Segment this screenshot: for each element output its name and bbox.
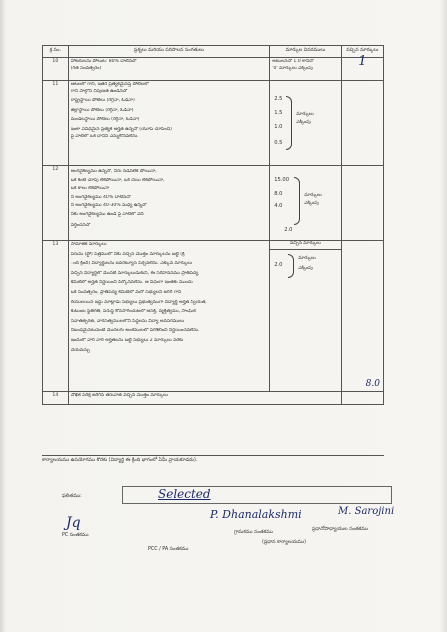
- marks-value: 0.5: [274, 140, 283, 146]
- row-marks: [270, 58, 341, 81]
- marks-value: 1.0: [274, 124, 283, 130]
- description-line: ంది క్రింది) విద్యార్థులను ఐవరట్యూన్ పేర్చవలెను. ఎక్కువ మార్కులు: [70, 261, 193, 267]
- pc-signature-label: PC సంతకము: [62, 533, 89, 538]
- brace-bracket: [286, 96, 292, 150]
- row-number: 11: [43, 81, 69, 166]
- description-line: నీకు అంగవైకల్యము ఉండి పై వాటిలో ఏది: [70, 211, 144, 217]
- row-description: [68, 241, 270, 392]
- row-number: 12: [43, 166, 69, 241]
- description-line: ఒక కంటి చూపు లేకపోయినా, ఒక చేయి లేకపోయినా,: [70, 177, 165, 183]
- row-description: [68, 392, 341, 405]
- row-number: 14: [43, 392, 69, 405]
- row-description: [68, 58, 270, 81]
- header-marks-details: మార్కుల వివరములు: [270, 46, 341, 58]
- description-line: అంగవైకల్యము ఉన్నచో, నీరు నడవలేక పోయినా,: [70, 169, 157, 174]
- row-awarded: [341, 392, 383, 405]
- marks-label: ఎక్కింపు: [304, 201, 319, 206]
- brace-bracket: [288, 254, 294, 278]
- chair-signature-label: ప్రధానోపాధ్యాయుల సంతకము: [312, 527, 369, 532]
- marks-label: ఎక్కింపు: [296, 120, 311, 125]
- marks-label: ఎక్కింపు: [298, 266, 313, 271]
- marks-value: 4.0: [274, 203, 283, 209]
- row-number: 13: [43, 241, 69, 392]
- table-row: [43, 81, 384, 166]
- description-line: సేవాతత్పరత, వారసత్వములలోని పెద్దలను విద్యా అవసరములు: [70, 318, 185, 324]
- description-line: నిబంధమైనటువంటి మొదలగు అంశములలో పరిశీలించి నిర్ణయించవలెను.: [70, 328, 200, 334]
- description-line: పరుమ (ఫ్లో) పత్రములో నీకు వచ్చిన మొత్తం మార్కులను బట్టి (క్రి: [70, 251, 185, 257]
- office-use-note: కార్యాలయము ఉపయోగము కొరకు (విద్యార్థి ఈ క్రింది భాగంలో ఏమీ వ్రాయకూడదు).: [42, 455, 384, 464]
- table-row: [43, 166, 384, 241]
- result-box: [122, 486, 392, 504]
- description-line: వేయవచ్చు: [70, 347, 90, 353]
- result-label: ఫలితము:: [62, 493, 82, 499]
- marks-value: 15.00: [274, 177, 290, 183]
- description-line: వచ్చిన విద్యార్థిలో మొదటి మార్కులుడుకుని, ఈ సరిహవనము ప్రాతిపద్య: [70, 270, 199, 276]
- description-line: (గత సంవత్సరం): [70, 65, 102, 71]
- description-line: గాని పాల్గొని నిపుణత ఉండినచో: [70, 88, 128, 94]
- row-marks: [270, 166, 341, 241]
- marks-value: 2.0: [284, 227, 293, 233]
- description-line: ఆటలలో గాని, ఇతర ప్రత్యేకమైనప్త పోటిలలో: [70, 82, 149, 87]
- description-line: వర్తించనచో: [70, 222, 91, 228]
- row-description: [68, 166, 270, 241]
- member-signature-label: గ్రామకము సంతకము: [234, 530, 273, 535]
- row-marks: [270, 241, 341, 392]
- header-serial-number: క్ర.సం.: [43, 46, 69, 58]
- row-awarded: [341, 166, 383, 241]
- chair-signature-sub: (ప్రధాన కార్యాలయము): [262, 540, 307, 545]
- handwritten-result: Selected: [158, 487, 211, 501]
- description-line: సామాజిక మార్కులు: [70, 242, 107, 247]
- handwritten-signature-left: Jq: [66, 515, 81, 531]
- marks-value: 2.0: [274, 262, 283, 268]
- marks-label: మార్కులు: [296, 112, 314, 117]
- marks-table: [42, 45, 384, 405]
- description-line: కుటుంబ స్థితిగతి, పరుస్థ కొనసాగించుటలో ఆసక్తి, వ్యక్తిత్వము, సాంఘిక: [70, 309, 196, 315]
- row-awarded: [341, 54, 383, 81]
- handwritten-awarded-mark: 8.0: [365, 379, 380, 390]
- header-awarded-marks: వచ్చిన మార్కులు: [341, 46, 383, 58]
- description-line: రేయులయిన ఇద్దు మాట్లాడు సభ్యులు ప్రభుత్వముగా విద్యార్థి అర్హత స్వీయత,: [70, 299, 207, 305]
- marks-value: 1.5: [274, 110, 283, 116]
- header-description: ప్రశ్నలు మరియు పరిపాలన సంగతులు: [68, 46, 270, 58]
- handwritten-signature-member: P. Dhanalakshmi: [210, 508, 302, 521]
- row-awarded: [341, 81, 383, 166]
- table-row: [43, 58, 384, 81]
- description-line: ఇందులో వారి వారి అర్హతలను బట్టి సభ్యులు 2 మార్కులు వరకు: [70, 337, 184, 343]
- table-row: [43, 392, 384, 405]
- marks-line: '0' మార్కులు ఎక్కింపు: [272, 65, 313, 71]
- marks-value: 8.0: [274, 191, 283, 197]
- description-line: రాష్ట్రస్థాయి పోటీలు (రెగ్గినా, ఓడినా): [70, 98, 135, 104]
- description-line: జిల్లాస్థాయి పోటీలు (రెగ్గినా, ఓడినా): [70, 107, 134, 113]
- description-line: కమిటీలో అర్హత నిర్ణయించి పేర్కొనవలెను. ఆ విధంగా ఇంతకు ముందు: [70, 280, 193, 286]
- row-description: [68, 81, 270, 166]
- description-line: హాజరులను పోలుట: 80% దాటినచో: [70, 59, 137, 64]
- marks-line: అటులనచో 1.0 కానిచో: [272, 59, 314, 64]
- marks-value: 2.5: [274, 96, 283, 102]
- description-line: వౌఖిక పరీక్ష జరిగిన తరువాత వచ్చిన మొత్తం మార్కులు: [70, 393, 169, 398]
- handwritten-awarded-mark: 1: [358, 54, 367, 69]
- row-marks: [270, 81, 341, 166]
- description-line: నీ అంగవైకల్యము 40% దాటినచో: [70, 194, 131, 200]
- description-line: మండలస్థాయి పోటీలు (రెగ్గినా, ఓడినా): [70, 117, 140, 123]
- description-line: ఒక సంవత్సరం, ప్రాతిపద్య కమిటీలో మరో సభ్యులని జరిగి గాని: [70, 289, 182, 295]
- marks-sub-header: వచ్చిన మార్కులు: [270, 241, 340, 250]
- description-line: ఇంకా ఏవిధమైన ప్రత్యేక అర్హత ఉన్నచో (యూప్ చూపించి): [70, 126, 172, 132]
- description-line: నీ అంగవైకల్యము 40-30% మధ్య ఉన్నచో: [70, 203, 147, 209]
- table-header-row: [43, 46, 384, 58]
- description-line: ఒక కాలు లేకపోయినా: [70, 186, 110, 192]
- marks-label: మార్కులు: [304, 193, 322, 198]
- row-awarded: [341, 241, 383, 392]
- brace-bracket: [294, 177, 300, 225]
- handwritten-signature-chair: M. Sarojini: [338, 506, 395, 517]
- table-row: [43, 241, 384, 392]
- description-line: పై వాటిలో ఒక దానిని ఎన్నుకొనవలెను.: [70, 133, 139, 139]
- row-number: 10: [43, 58, 69, 81]
- pcc-pa-signature-label: PCC / PA సంతకము: [148, 547, 189, 552]
- marks-label: మార్కులు: [298, 256, 316, 261]
